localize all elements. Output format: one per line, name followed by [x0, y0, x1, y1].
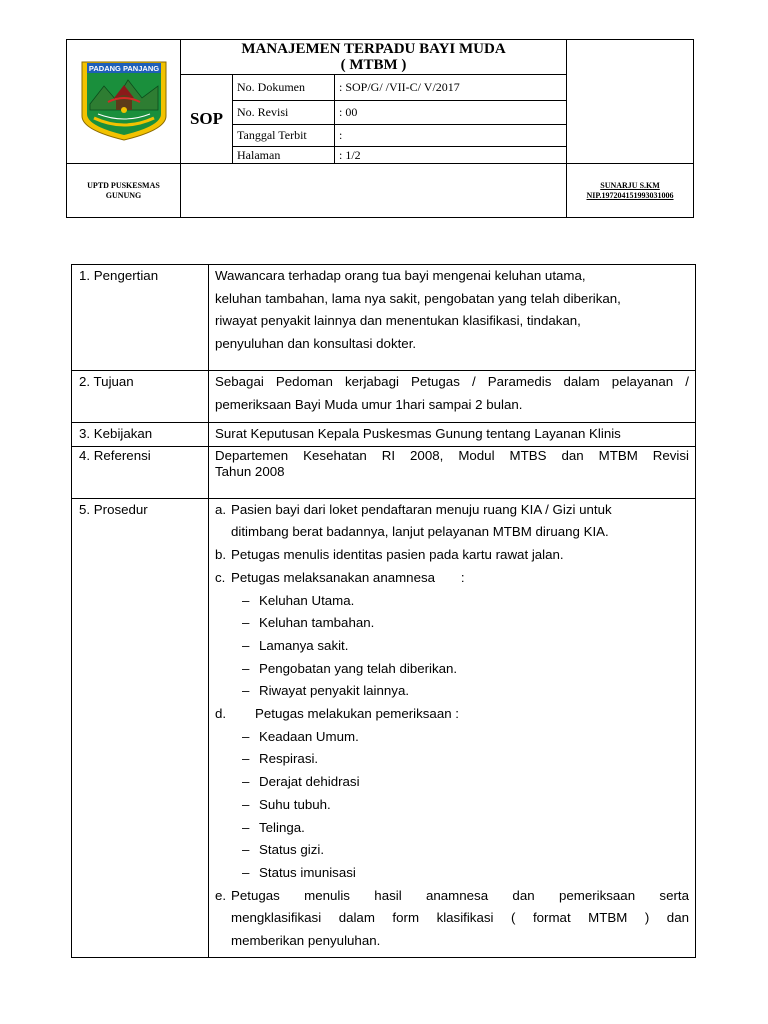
blank-cell: [181, 164, 567, 218]
text-line: Pasien bayi dari loket pendaftaran menuju ruang KIA / Gizi untuk: [231, 501, 612, 517]
title-line1: MANAJEMEN TERPADU BAYI MUDA: [241, 41, 506, 57]
text-line: Petugas melakukan pemeriksaan :: [255, 706, 459, 722]
step-c: [215, 567, 689, 590]
field-label: Halaman: [233, 147, 335, 164]
list-item: [215, 658, 689, 681]
section-label: 1. Pengertian: [72, 265, 209, 371]
signature-area: [567, 40, 694, 164]
text-line: pemeriksaan Bayi Muda umur 1hari sampai 2 bulan.: [215, 396, 523, 412]
text-line: Petugas melaksanakan anamnesa :: [231, 569, 465, 585]
list-text: Keadaan Umum.: [259, 728, 359, 744]
list-text: Respirasi.: [259, 751, 319, 767]
section-label: 2. Tujuan: [72, 371, 209, 423]
field-label: No. Dokumen: [233, 75, 335, 101]
list-item: [215, 680, 689, 703]
title-line2: ( MTBM ): [340, 57, 407, 73]
field-label: Tanggal Terbit: [233, 125, 335, 147]
field-value: : 00: [335, 101, 567, 125]
section-content: [209, 446, 696, 498]
list-text: Lamanya sakit.: [259, 637, 349, 653]
dash-bullet: –: [242, 728, 250, 744]
org-line2: GUNUNG: [105, 190, 142, 200]
document-header: [66, 39, 694, 218]
list-text: Status imunisasi: [259, 864, 356, 880]
list-item: [215, 862, 689, 885]
row-pengertian: [72, 265, 696, 371]
padang-panjang-logo: [78, 58, 170, 142]
text-line: Petugas menulis identitas pasien pada kartu rawat jalan.: [231, 547, 564, 563]
text-line: Petugas menulis hasil anamnesa dan pemeriksaan serta: [231, 887, 689, 903]
step-b: [215, 544, 689, 567]
list-text: Suhu tubuh.: [259, 796, 331, 812]
list-item: [215, 794, 689, 817]
sop-content-table: [71, 264, 696, 958]
sop-label: SOP: [181, 75, 233, 164]
list-text: Keluhan Utama.: [259, 592, 355, 608]
logo-text: PADANG PANJANG: [88, 63, 159, 73]
dash-bullet: –: [242, 683, 250, 699]
text-line: memberikan penyuluhan.: [231, 933, 381, 949]
section-content: [209, 498, 696, 957]
field-value: : SOP/G/ /VII-C/ V/2017: [335, 75, 567, 101]
field-value: :: [335, 125, 567, 147]
text-line: riwayat penyakit lainnya dan menentukan klasifikasi, tindakan,: [215, 313, 581, 329]
field-value: : 1/2: [335, 147, 567, 164]
list-item: [215, 590, 689, 613]
step-marker: a.: [215, 501, 227, 517]
step-e: [215, 885, 689, 953]
signer-nip: NIP.197204151993031006: [586, 190, 674, 200]
row-tujuan: [72, 371, 696, 423]
section-label: 3. Kebijakan: [72, 423, 209, 447]
step-marker: c.: [215, 569, 226, 585]
logo-cell: [67, 40, 181, 164]
dash-bullet: –: [242, 751, 250, 767]
list-item: [215, 771, 689, 794]
list-text: Riwayat penyakit lainnya.: [259, 683, 410, 699]
text-line: Departemen Kesehatan RI 2008, Modul MTBS dan MTBM Revisi: [215, 447, 689, 463]
row-referensi: [72, 446, 696, 498]
list-text: Telinga.: [259, 819, 305, 835]
dash-bullet: –: [242, 864, 250, 880]
section-label: 5. Prosedur: [72, 498, 209, 957]
list-text: Pengobatan yang telah diberikan.: [259, 660, 458, 676]
signer-name: SUNARJU S.KM: [600, 180, 660, 190]
document-title: [181, 40, 567, 75]
list-item: [215, 726, 689, 749]
text-line: mengklasifikasi dalam form klasifikasi ( format MTBM ) dan: [231, 910, 689, 926]
field-label: No. Revisi: [233, 101, 335, 125]
section-content: Surat Keputusan Kepala Puskesmas Gunung tentang Layanan Klinis: [209, 423, 696, 447]
text-line: keluhan tambahan, lama nya sakit, pengobatan yang telah diberikan,: [215, 290, 621, 306]
dash-bullet: –: [242, 774, 250, 790]
text-line: Tahun 2008: [215, 463, 285, 479]
dash-bullet: –: [242, 637, 250, 653]
org-line1: UPTD PUSKESMAS: [87, 180, 160, 190]
dash-bullet: –: [242, 796, 250, 812]
signer: [567, 164, 694, 218]
section-content: [209, 265, 696, 371]
organization: [67, 164, 181, 218]
dash-bullet: –: [242, 615, 250, 631]
dash-bullet: –: [242, 660, 250, 676]
text-line: ditimbang berat badannya, lanjut pelayanan MTBM diruang KIA.: [231, 524, 609, 540]
dash-bullet: –: [242, 842, 250, 858]
list-item: [215, 839, 689, 862]
list-text: Status gizi.: [259, 842, 325, 858]
text-line: Wawancara terhadap orang tua bayi mengenai keluhan utama,: [215, 268, 586, 283]
list-text: Derajat dehidrasi: [259, 774, 360, 790]
dash-bullet: –: [242, 592, 250, 608]
list-item: [215, 748, 689, 771]
section-label: 4. Referensi: [72, 446, 209, 498]
text-line: Sebagai Pedoman kerjabagi Petugas / Paramedis dalam pelayanan /: [215, 374, 689, 389]
step-d: [215, 703, 689, 726]
dash-bullet: –: [242, 819, 250, 835]
step-marker: d.: [215, 706, 227, 722]
row-kebijakan: [72, 423, 696, 447]
section-content: [209, 371, 696, 423]
step-a: [215, 499, 689, 544]
list-item: [215, 817, 689, 840]
step-marker: e.: [215, 887, 227, 903]
list-item: [215, 612, 689, 635]
row-prosedur: [72, 498, 696, 957]
list-item: [215, 635, 689, 658]
text-line: penyuluhan dan konsultasi dokter.: [215, 336, 417, 352]
step-marker: b.: [215, 547, 227, 563]
list-text: Keluhan tambahan.: [259, 615, 375, 631]
